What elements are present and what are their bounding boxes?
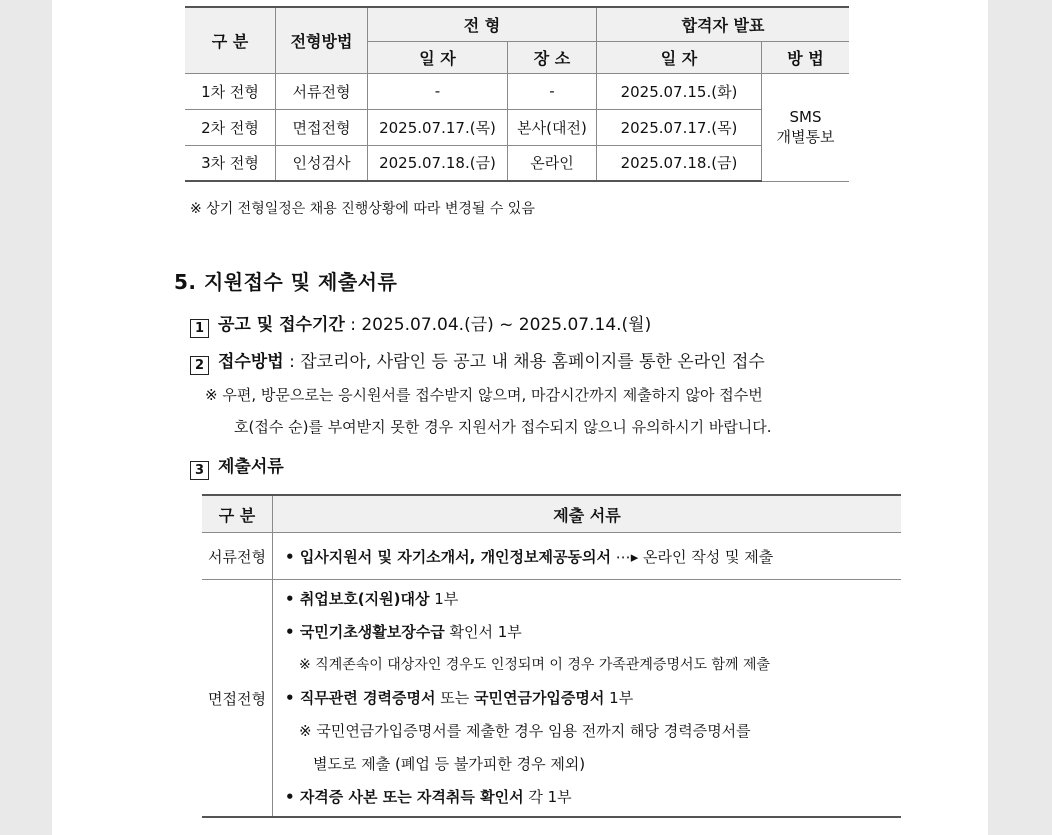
- cell-stage: 1차 전형: [185, 73, 276, 109]
- header-date: 일 자: [368, 41, 508, 73]
- cell-stage: 3차 전형: [185, 145, 276, 181]
- schedule-table: [185, 6, 849, 182]
- document-page: [52, 0, 988, 835]
- cell-ann-date: 2025.07.18.(금): [597, 145, 762, 181]
- header-ann-method: 방 법: [762, 41, 850, 73]
- cell-date: 2025.07.18.(금): [368, 145, 508, 181]
- doc-bold: 입사지원서 및 자기소개서, 개인정보제공동의서: [299, 547, 611, 566]
- cell-place: 본사(대전): [508, 109, 597, 145]
- number-box: 2: [190, 356, 209, 375]
- cell-stage: 2차 전형: [185, 109, 276, 145]
- item-text: : 2025.07.04.(금) ~ 2025.07.14.(월): [344, 315, 652, 335]
- table-row: [202, 580, 901, 818]
- table-row: [202, 533, 901, 580]
- item-docs: [190, 452, 284, 480]
- docs-table: [202, 494, 901, 818]
- item-label: 제출서류: [218, 457, 284, 477]
- header-ann-date: 일 자: [597, 41, 762, 73]
- item-period: [190, 310, 651, 338]
- table-row: [185, 145, 849, 181]
- table-row: [185, 109, 849, 145]
- cell-docs: [273, 580, 902, 818]
- ann-method-line2: 개별통보: [776, 127, 835, 146]
- cell-category: 서류전형: [202, 533, 273, 580]
- cell-ann-date: 2025.07.17.(목): [597, 109, 762, 145]
- cell-category: 면접전형: [202, 580, 273, 818]
- number-box: 3: [190, 461, 209, 480]
- method-note-line1: ※ 우편, 방문으로는 응시원서를 접수받지 않으며, 마감시간까지 제출하지 않아 접수번: [205, 386, 763, 404]
- header-docs: 제출 서류: [273, 495, 902, 533]
- cell-ann-method: [762, 73, 850, 181]
- doc-line: • 자격증 사본 또는 자격취득 확인서 각 1부: [285, 781, 901, 814]
- cell-date: -: [368, 73, 508, 109]
- header-category: 구 분: [185, 7, 276, 73]
- schedule-note: ※ 상기 전형일정은 채용 진행상황에 따라 변경될 수 있음: [190, 201, 535, 217]
- cell-place: -: [508, 73, 597, 109]
- cell-ann-date: 2025.07.15.(화): [597, 73, 762, 109]
- item-text: : 잡코리아, 사람인 등 공고 내 채용 홈페이지를 통한 온라인 접수: [283, 352, 765, 372]
- item-label: 공고 및 접수기간: [218, 315, 345, 335]
- cell-method: 면접전형: [276, 109, 368, 145]
- doc-note: 별도로 제출 (폐업 등 불가피한 경우 제외): [313, 754, 586, 773]
- header-method: 전형방법: [276, 7, 368, 73]
- doc-note: ※ 국민연금가입증명서를 제출한 경우 임용 전까지 해당 경력증명서를: [299, 721, 751, 740]
- cell-docs: [273, 533, 902, 580]
- header-announcement: 합격자 발표: [597, 7, 850, 41]
- method-note-line2: 호(접수 순)를 부여받지 못한 경우 지원서가 접수되지 않으니 유의하시기 바랍니다.: [234, 418, 772, 436]
- header-screening: 전 형: [368, 7, 597, 41]
- number-box: 1: [190, 319, 209, 338]
- cell-date: 2025.07.17.(목): [368, 109, 508, 145]
- header-place: 장 소: [508, 41, 597, 73]
- doc-line: • 취업보호(지원)대상 1부: [285, 583, 901, 616]
- doc-note: ※ 직계존속이 대상자인 경우도 인정되며 이 경우 가족관계증명서도 함께 제출: [299, 656, 771, 673]
- doc-rest: ⋯▸ 온라인 작성 및 제출: [610, 547, 774, 566]
- table-row: [185, 73, 849, 109]
- cell-method: 인성검사: [276, 145, 368, 181]
- cell-place: 온라인: [508, 145, 597, 181]
- doc-line: • 직무관련 경력증명서 또는 국민연금가입증명서 1부: [285, 682, 901, 715]
- header-category: 구 분: [202, 495, 273, 533]
- ann-method-line1: SMS: [789, 107, 822, 126]
- cell-method: 서류전형: [276, 73, 368, 109]
- section-title: 5. 지원접수 및 제출서류: [174, 270, 398, 294]
- doc-line: • 국민기초생활보장수급 확인서 1부: [285, 616, 901, 649]
- item-label: 접수방법: [218, 352, 284, 372]
- item-method: [190, 347, 765, 375]
